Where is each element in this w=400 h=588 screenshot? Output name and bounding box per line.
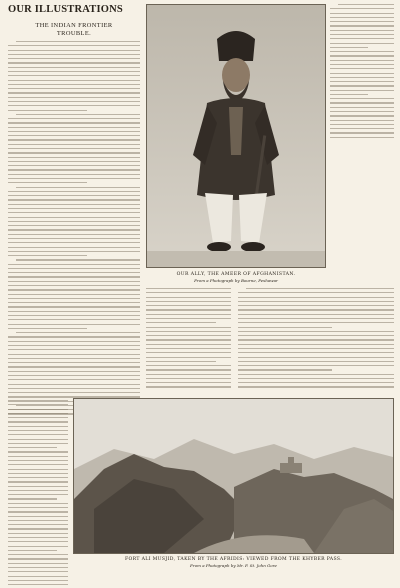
text-line: [16, 41, 140, 42]
text-line: [8, 80, 140, 81]
text-line: [8, 165, 140, 166]
text-line: [8, 541, 68, 542]
text-line: [8, 161, 140, 162]
text-line: [8, 336, 140, 337]
text-line: [8, 328, 87, 329]
text-line: [330, 60, 394, 61]
text-line: [330, 64, 394, 65]
text-line: [8, 354, 140, 355]
text-line: [8, 537, 68, 538]
text-line: [146, 344, 231, 345]
text-line: [330, 90, 394, 91]
text-line: [8, 571, 68, 572]
text-line: [146, 369, 231, 370]
text-line: [330, 25, 394, 26]
text-line: [8, 208, 140, 209]
text-line: [8, 392, 140, 393]
text-line: [8, 135, 140, 136]
text-line: [238, 335, 394, 336]
text-line: [8, 384, 140, 385]
section-title: OUR ILLUSTRATIONS: [8, 4, 123, 15]
text-line: [146, 288, 231, 289]
text-line: [330, 51, 394, 52]
text-line: [8, 358, 140, 359]
text-line: [8, 50, 140, 51]
text-line: [146, 365, 231, 366]
text-line: [8, 311, 140, 312]
text-line: [330, 81, 394, 82]
text-line: [8, 456, 68, 457]
text-line: [238, 357, 394, 358]
text-line: [8, 199, 140, 200]
text-line: [8, 191, 140, 192]
article-body-text-mid-right: [238, 288, 394, 391]
text-line: [330, 34, 394, 35]
text-line: [330, 111, 394, 112]
text-line: [146, 339, 231, 340]
text-line: [16, 187, 140, 188]
text-line: [8, 285, 140, 286]
text-line: [238, 309, 394, 310]
text-line: [238, 305, 394, 306]
text-line: [146, 357, 231, 358]
article-body-text-mid-left: [146, 288, 231, 391]
text-line: [8, 75, 140, 76]
text-line: [330, 30, 394, 31]
text-line: [330, 107, 394, 108]
text-line: [8, 178, 140, 179]
text-line: [330, 128, 394, 129]
text-line: [238, 382, 394, 383]
text-line: [8, 71, 140, 72]
text-line: [8, 131, 140, 132]
text-line: [238, 322, 394, 323]
text-line: [238, 301, 394, 302]
text-line: [238, 297, 394, 298]
text-line: [8, 45, 140, 46]
text-line: [8, 169, 140, 170]
text-line: [8, 349, 140, 350]
text-line: [330, 98, 394, 99]
text-line: [16, 114, 140, 115]
text-line: [8, 127, 140, 128]
text-line: [146, 331, 231, 332]
text-line: [8, 451, 68, 452]
text-line: [8, 409, 68, 410]
text-line: [330, 13, 394, 14]
text-line: [146, 318, 231, 319]
text-line: [330, 137, 394, 138]
text-line: [146, 352, 231, 353]
text-line: [8, 217, 140, 218]
text-line: [146, 382, 231, 383]
text-line: [238, 314, 394, 315]
landscape-caption-title: FORT ALI MUSJID, TAKEN BY THE AFRIDIS: VIEWED FROM THE KHYBER PASS.: [124, 557, 343, 562]
text-line: [8, 439, 68, 440]
text-line: [8, 498, 57, 499]
text-line: [8, 324, 140, 325]
text-line: [238, 344, 394, 345]
text-line: [8, 516, 68, 517]
text-line: [146, 305, 231, 306]
text-line: [8, 289, 140, 290]
article-body-text: [8, 41, 140, 415]
text-line: [146, 335, 231, 336]
text-line: [8, 464, 68, 465]
text-line: [330, 38, 394, 39]
headline-line-1: THE INDIAN FRONTIER: [35, 22, 113, 29]
text-line: [238, 361, 394, 362]
text-line: [238, 374, 394, 375]
text-line: [330, 21, 394, 22]
landscape-caption-credit: From a Photograph by Mr. F. St. John Gore: [190, 563, 277, 568]
text-line: [146, 297, 231, 298]
text-line: [8, 580, 68, 581]
text-line: [146, 374, 231, 375]
text-line: [8, 400, 68, 401]
text-line: [8, 315, 140, 316]
text-line: [238, 331, 394, 332]
text-line: [330, 120, 394, 121]
text-line: [8, 345, 140, 346]
text-line: [8, 139, 140, 140]
text-line: [8, 528, 68, 529]
text-line: [8, 118, 140, 119]
text-line: [8, 238, 140, 239]
text-line: [8, 195, 140, 196]
text-line: [8, 486, 68, 487]
text-line: [330, 102, 394, 103]
text-line: [8, 276, 140, 277]
text-line: [238, 318, 394, 319]
text-line: [8, 58, 140, 59]
text-line: [8, 272, 140, 273]
text-line: [8, 221, 140, 222]
portrait-caption: [146, 272, 326, 284]
fort-ali-musjid-image: [74, 399, 393, 553]
text-line: [238, 369, 332, 370]
headline-line-2: TROUBLE.: [56, 30, 92, 37]
text-line: [146, 361, 216, 362]
article-body-text-right: [330, 4, 394, 138]
text-line: [146, 378, 231, 379]
text-line: [238, 327, 332, 328]
text-line: [330, 124, 394, 125]
text-line: [330, 85, 394, 86]
text-line: [238, 292, 394, 293]
text-line: [8, 174, 140, 175]
text-line: [8, 264, 140, 265]
text-line: [8, 473, 68, 474]
text-line: [8, 524, 68, 525]
text-line: [238, 339, 394, 340]
text-line: [330, 94, 368, 95]
text-line: [8, 362, 140, 363]
text-line: [238, 352, 394, 353]
text-line: [330, 17, 394, 18]
text-line: [8, 204, 140, 205]
text-line: [8, 503, 68, 504]
portrait-caption-title: OUR ALLY, THE AMEER OF AFGHANISTAN.: [176, 272, 296, 277]
text-line: [8, 426, 68, 427]
text-line: [8, 101, 140, 102]
text-line: [8, 225, 140, 226]
text-line: [338, 4, 394, 5]
text-line: [330, 8, 394, 9]
article-headline: [8, 22, 140, 38]
text-line: [8, 268, 140, 269]
text-line: [146, 309, 231, 310]
text-line: [330, 132, 394, 133]
text-line: [8, 404, 68, 405]
text-line: [8, 341, 140, 342]
text-line: [146, 386, 231, 387]
text-line: [8, 306, 140, 307]
text-line: [8, 481, 68, 482]
text-line: [8, 157, 140, 158]
text-line: [146, 327, 231, 328]
text-line: [8, 229, 140, 230]
text-line: [8, 546, 68, 547]
text-line: [8, 413, 68, 414]
text-line: [8, 54, 140, 55]
text-line: [238, 386, 394, 387]
text-line: [8, 319, 140, 320]
text-line: [8, 255, 87, 256]
text-line: [8, 558, 68, 559]
text-line: [16, 332, 140, 333]
text-line: [8, 62, 140, 63]
article-column-left: [8, 22, 140, 418]
landscape-photograph: [73, 398, 394, 554]
text-line: [8, 388, 140, 389]
text-line: [8, 294, 140, 295]
portrait-photograph: [146, 4, 326, 268]
text-line: [8, 302, 140, 303]
text-line: [330, 115, 394, 116]
text-line: [16, 259, 140, 260]
text-line: [330, 55, 394, 56]
text-line: [330, 68, 394, 69]
text-line: [8, 144, 140, 145]
article-column-right: [330, 4, 394, 141]
text-line: [8, 281, 140, 282]
text-line: [8, 110, 87, 111]
text-line: [8, 371, 140, 372]
text-line: [8, 234, 140, 235]
text-line: [8, 84, 140, 85]
text-line: [8, 494, 68, 495]
text-line: [246, 288, 394, 289]
text-line: [238, 378, 394, 379]
text-line: [330, 47, 368, 48]
text-line: [8, 251, 140, 252]
landscape-caption: [73, 557, 394, 569]
text-line: [8, 92, 140, 93]
text-line: [8, 379, 140, 380]
text-line: [330, 77, 394, 78]
text-line: [8, 576, 68, 577]
text-line: [8, 421, 68, 422]
text-line: [8, 584, 68, 585]
text-line: [8, 122, 140, 123]
portrait-caption-credit: From a Photograph by Bourne, Peshawar: [194, 278, 278, 283]
text-line: [8, 97, 140, 98]
text-line: [8, 567, 68, 568]
text-line: [238, 348, 394, 349]
text-line: [8, 212, 140, 213]
text-line: [8, 67, 140, 68]
text-line: [8, 375, 140, 376]
text-line: [330, 73, 394, 74]
text-line: [8, 550, 57, 551]
text-line: [146, 301, 231, 302]
text-line: [8, 148, 140, 149]
text-line: [238, 365, 394, 366]
text-line: [8, 563, 68, 564]
text-line: [8, 490, 68, 491]
text-line: [146, 314, 231, 315]
text-line: [8, 105, 140, 106]
text-line: [8, 247, 140, 248]
text-line: [8, 443, 68, 444]
text-line: [8, 507, 68, 508]
text-line: [8, 298, 140, 299]
text-line: [146, 292, 231, 293]
text-line: [8, 533, 68, 534]
text-line: [8, 477, 68, 478]
text-line: [8, 460, 68, 461]
text-line: [146, 348, 231, 349]
text-line: [8, 242, 140, 243]
text-line: [8, 366, 140, 367]
text-line: [8, 469, 68, 470]
text-line: [8, 430, 68, 431]
text-line: [8, 434, 68, 435]
text-line: [8, 554, 68, 555]
ameer-portrait-image: [147, 5, 325, 267]
text-line: [8, 520, 68, 521]
text-line: [8, 417, 68, 418]
text-line: [8, 182, 87, 183]
text-line: [8, 152, 140, 153]
text-line: [146, 322, 216, 323]
text-line: [8, 88, 140, 89]
text-line: [8, 447, 57, 448]
text-line: [330, 43, 394, 44]
article-body-text-bottom-left: [8, 400, 68, 588]
text-line: [8, 511, 68, 512]
